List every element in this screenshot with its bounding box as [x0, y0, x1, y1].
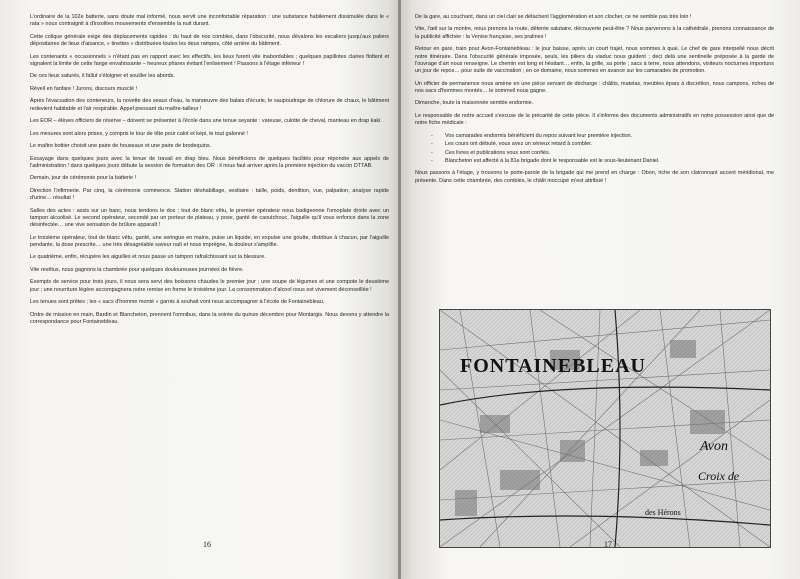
- paragraph: Les contenants « occasionnels » n'étant pas en rapport avec les effectifs, les lieux furent vite inabordables ; quelques papillotes claires flottent et signalent la limite de cette fange envahissante – heureux phares évitant l'enlisement ! Passons à l'étage inférieur !: [30, 53, 389, 67]
- paragraph: Le maître bottier choisit une paire de houseaux et une paire de brodequins.: [30, 143, 212, 150]
- list-item: - Blancheton est affecté à la 81e brigade dont le responsable est le sous-lieutenant Daniel.: [445, 158, 774, 165]
- list-item: - Vos camarades endormis bénéficient du repos suivant leur première injection.: [445, 133, 774, 140]
- paragraph: Un officier de permanence nous amène en une pièce servant de décharge : châlits, matelas, meubles épars à discrétion, nous campons, riches de nos sacs d'hommes montés… le sommeil nous gagne.: [415, 80, 774, 94]
- page-number: 16: [203, 540, 211, 549]
- paragraph: Demain, jour de cérémonie pour la batterie !: [30, 175, 137, 182]
- paragraph: Les EOR – élèves officiers de réserve – doivent se présenter à l'école dans une tenue seyante : vareuse, culotte de cheval, manteau en drap kaki.: [30, 118, 382, 125]
- paragraph: Ordre de mission en main, Bardin et Blancheton, prennent l'omnibus, dans la soirée du quinze décembre pour Montargis. Nous devons y attendre la correspondance pour Fontainebleau.: [30, 311, 389, 325]
- map-drawing: [440, 310, 770, 547]
- paragraph: Dimanche, toute la maisonnée semble endormie.: [415, 100, 534, 107]
- list-item: - Les cours ont débuté, vous avez un sérieux retard à combler.: [445, 141, 774, 148]
- paragraph: Essayage dans quelques jours avec la tenue de travail en drap bleu. Nous bénéficions de quelques facilités pour répondre aux appels de l'administration ! dans quelques jours débute la session de formation des OR : il nous faut arriver après la première injection du vaccin DTTAB.: [30, 155, 389, 169]
- map-label-avon: Avon: [700, 439, 728, 454]
- paragraph: Les tenues sont prêtes ; les « sacs d'homme monté » garnis à souhait vont nous accompagner à l'école de Fontainebleau.: [30, 299, 325, 306]
- map-label-herons: des Hérons: [645, 508, 681, 517]
- page-number: 17: [604, 540, 612, 549]
- paragraph: Salles des actes : assis sur un banc, nous tendons le dos ; tout de blanc vêtu, le premier opérateur nous badigeonne l'omoplate droite avec un tampon alcoolisé. Le second opérateur, secondé par un porteur de plateau, y pose, ganté de caoutchouc, l'aiguille qu'il vous enfonce dans la zone désinfectée… une vive sensation de brûlure apparaît !: [30, 207, 389, 229]
- paragraph: Nous passons à l'étage, y trouvons le porte-parole de la brigade qui me prend en charge : Obon, riche de son claironnant accent méridional, me présente. Dans cette chambrée, des combles, le châlit inoccupé m'est attribué !: [415, 170, 774, 184]
- medical-notes-list: [415, 133, 774, 166]
- paragraph: De la gare, au couchant, dans un ciel clair se détachent l'agglomération et son clocher, ce ne semble pas très loin !: [415, 14, 692, 20]
- paragraph: Les mesures sont alors prises, y compris le tour de tête pour calot et képi, le tout galonné !: [30, 130, 248, 137]
- fontainebleau-map-image: [439, 309, 771, 548]
- list-item: - Ces livres et publications vous sont confiés.: [445, 150, 774, 157]
- paragraph: Vite revêtus, nous gagnons la chambrée pour quelques douloureuses journées de fièvre.: [30, 266, 244, 273]
- paragraph: Vite, l'œil sur la montre, nous prenons la route, détente salutaire, découverte peut-être ? Nous parvenons à la cathédrale, prenons connaissance de la publicité affichée : la Venise française, ses pralines !: [415, 26, 774, 40]
- paragraph: Réveil en fanfare ! Jurons, discours musclé !: [30, 85, 137, 92]
- paragraph: De ces lieux saturés, il fallut s'éloigner et souiller les abords.: [30, 73, 175, 80]
- paragraph: Direction l'infirmerie. Par cinq, la cérémonie commence. Station déshabillage, vestiaire : taille, poids, dentition, vue, palpation, analyse rapide d'urine… résultat !: [30, 187, 389, 202]
- map-label-town: FONTAINEBLEAU: [460, 355, 646, 377]
- right-page: [401, 0, 800, 579]
- paragraph: Le troisième opérateur, tout de blanc vêtu, ganté, une seringue en mains, puise un liquide, en expulse une goutte, distribue à chacun, par l'aiguille pendante, la dose prescrite… une très désagréable saveur naît et nous imprègne, la douleur s'amplifie.: [30, 234, 389, 248]
- paragraph: Le responsable de notre accueil s'excuse de la précarité de cette pièce. Il s'informe des documents administratifs en notre possession ainsi que de notre fiche médicale :: [415, 112, 774, 127]
- paragraph: Le quatrième, enfin, récupère les aiguilles et nous passe un tampon rafraîchissant sur la blessure.: [30, 254, 266, 261]
- paragraph: L'ordinaire de la 102e batterie, sans doute mal informé, nous servit une inconfortable réparation : une substance habilement dissimulée dans le « rata » nous contraignit à d'insolites mouvements d'ensemble la nuit durant.: [30, 14, 389, 28]
- paragraph: Retour en gare, train pour Avon-Fontainebleau : le jour baisse, après un court trajet, nous sommes à quai. Le chef de gare interpellé nous décrit notre itinéraire. Dans l'obscurité générale imposée, seuls, les piliers du viaduc nous guident ; deci delà une sentinelle préposée à la garde de l'ouvrage d'art nous renseigne. Le chemin est long et hésitant… enfin, la grille, sa porte ; sacs à terre, nous attendons, visiteurs nocturnes importuns un jour de repos… pour suite de vaccination ; en ce domaine, nous sommes en avance sur les camarades de promotion.: [415, 46, 774, 75]
- left-page: [0, 0, 399, 579]
- paragraph: Exempts de service pour trois jours, il nous sera servi des boissons chaudes le premier jour ; une soupe de légumes et une compote le deuxième jour ; une nourriture légère accompagnera notre remise en forme le troisième jour. La consommation d'alcool nous est vivement déconseillée !: [30, 279, 389, 293]
- paragraph: Cette colique générale exige des déplacements rapides : du haut de nos combles, dans l'obscurité, nous dévalons les escaliers jusqu'aux paliers dépositaires de lieux d'aisance, « tinettes » distribuées toutes les deux rampes, côté arrière du bâtiment.: [30, 33, 389, 48]
- paragraph: Après l'évacuation des conteneurs, la novette des seaux d'eau, la manœuvre des balais d'écurie, le saupoudrage de chlorure de chaux, le bâtiment redevient habitable et l'air respirable. Appel pressant du maître-tailleur !: [30, 98, 389, 112]
- map-label-croix: Croix de: [698, 469, 740, 483]
